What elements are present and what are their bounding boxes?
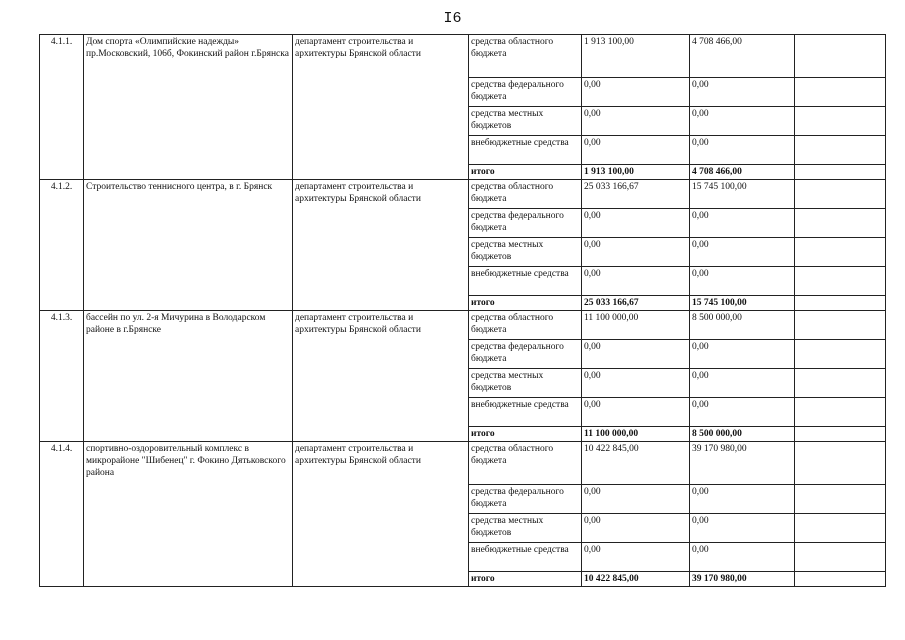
amount-cell: 0,00 (582, 514, 690, 543)
empty-cell (795, 238, 886, 267)
source-row (40, 180, 886, 209)
amount-cell: 0,00 (582, 340, 690, 369)
amount-cell: 11 100 000,00 (582, 311, 690, 340)
funding-source-label: средства местных бюджетов (469, 514, 582, 543)
amount-cell: 1 913 100,00 (582, 35, 690, 78)
empty-cell (795, 107, 886, 136)
funding-table (39, 34, 886, 587)
amount-cell: 0,00 (690, 238, 795, 267)
amount-cell: 0,00 (690, 340, 795, 369)
item-number: 4.1.3. (40, 311, 84, 442)
empty-cell (795, 340, 886, 369)
empty-cell (795, 296, 886, 311)
empty-cell (795, 267, 886, 296)
empty-cell (795, 209, 886, 238)
empty-cell (795, 398, 886, 427)
amount-cell: 11 100 000,00 (582, 427, 690, 442)
funding-source-label: итого (469, 572, 582, 587)
amount-cell: 39 170 980,00 (690, 442, 795, 485)
funding-source-label: средства областного бюджета (469, 180, 582, 209)
empty-cell (795, 78, 886, 107)
amount-cell: 0,00 (690, 485, 795, 514)
empty-cell (795, 485, 886, 514)
amount-cell: 8 500 000,00 (690, 427, 795, 442)
amount-cell: 0,00 (582, 209, 690, 238)
empty-cell (795, 311, 886, 340)
funding-table-body (40, 35, 886, 587)
item-number: 4.1.4. (40, 442, 84, 587)
amount-cell: 1 913 100,00 (582, 165, 690, 180)
amount-cell: 8 500 000,00 (690, 311, 795, 340)
empty-cell (795, 572, 886, 587)
responsible-department: департамент строительства и архитектуры Брянской области (293, 442, 469, 587)
object-name: Дом спорта «Олимпийские надежды» пр.Московский, 106б, Фокинский район г.Брянска (84, 35, 293, 180)
empty-cell (795, 514, 886, 543)
amount-cell: 25 033 166,67 (582, 296, 690, 311)
source-row (40, 311, 886, 340)
amount-cell: 0,00 (582, 369, 690, 398)
amount-cell: 15 745 100,00 (690, 296, 795, 311)
amount-cell: 0,00 (582, 267, 690, 296)
amount-cell: 10 422 845,00 (582, 572, 690, 587)
source-row (40, 442, 886, 485)
funding-source-label: средства областного бюджета (469, 442, 582, 485)
funding-source-label: средства федерального бюджета (469, 340, 582, 369)
funding-source-label: внебюджетные средства (469, 136, 582, 165)
empty-cell (795, 543, 886, 572)
amount-cell: 0,00 (582, 136, 690, 165)
funding-source-label: внебюджетные средства (469, 267, 582, 296)
amount-cell: 4 708 466,00 (690, 35, 795, 78)
funding-source-label: средства областного бюджета (469, 35, 582, 78)
amount-cell: 0,00 (690, 209, 795, 238)
funding-source-label: средства федерального бюджета (469, 209, 582, 238)
funding-source-label: итого (469, 165, 582, 180)
funding-source-label: средства местных бюджетов (469, 107, 582, 136)
empty-cell (795, 136, 886, 165)
amount-cell: 4 708 466,00 (690, 165, 795, 180)
amount-cell: 0,00 (690, 514, 795, 543)
object-name: Строительство теннисного центра, в г. Брянск (84, 180, 293, 311)
item-number: 4.1.2. (40, 180, 84, 311)
funding-source-label: средства областного бюджета (469, 311, 582, 340)
page-number: I6 (443, 10, 462, 27)
amount-cell: 0,00 (690, 78, 795, 107)
amount-cell: 0,00 (582, 107, 690, 136)
amount-cell: 0,00 (582, 78, 690, 107)
amount-cell: 0,00 (690, 543, 795, 572)
amount-cell: 0,00 (690, 136, 795, 165)
amount-cell: 0,00 (690, 398, 795, 427)
amount-cell: 0,00 (690, 107, 795, 136)
funding-source-label: средства местных бюджетов (469, 369, 582, 398)
amount-cell: 10 422 845,00 (582, 442, 690, 485)
responsible-department: департамент строительства и архитектуры Брянской области (293, 35, 469, 180)
amount-cell: 25 033 166,67 (582, 180, 690, 209)
empty-cell (795, 369, 886, 398)
responsible-department: департамент строительства и архитектуры Брянской области (293, 311, 469, 442)
responsible-department: департамент строительства и архитектуры Брянской области (293, 180, 469, 311)
amount-cell: 0,00 (582, 398, 690, 427)
empty-cell (795, 35, 886, 78)
amount-cell: 0,00 (690, 369, 795, 398)
source-row (40, 35, 886, 78)
amount-cell: 0,00 (690, 267, 795, 296)
funding-source-label: итого (469, 427, 582, 442)
amount-cell: 0,00 (582, 238, 690, 267)
empty-cell (795, 427, 886, 442)
funding-source-label: внебюджетные средства (469, 543, 582, 572)
empty-cell (795, 442, 886, 485)
funding-source-label: средства местных бюджетов (469, 238, 582, 267)
funding-source-label: средства федерального бюджета (469, 485, 582, 514)
amount-cell: 39 170 980,00 (690, 572, 795, 587)
funding-source-label: внебюджетные средства (469, 398, 582, 427)
item-number: 4.1.1. (40, 35, 84, 180)
empty-cell (795, 165, 886, 180)
object-name: бассейн по ул. 2-я Мичурина в Володарском районе в г.Брянске (84, 311, 293, 442)
empty-cell (795, 180, 886, 209)
amount-cell: 15 745 100,00 (690, 180, 795, 209)
amount-cell: 0,00 (582, 543, 690, 572)
funding-source-label: итого (469, 296, 582, 311)
object-name: спортивно-оздоровительный комплекс в микрорайоне "Шибенец" г. Фокино Дятьковского района (84, 442, 293, 587)
amount-cell: 0,00 (582, 485, 690, 514)
funding-source-label: средства федерального бюджета (469, 78, 582, 107)
